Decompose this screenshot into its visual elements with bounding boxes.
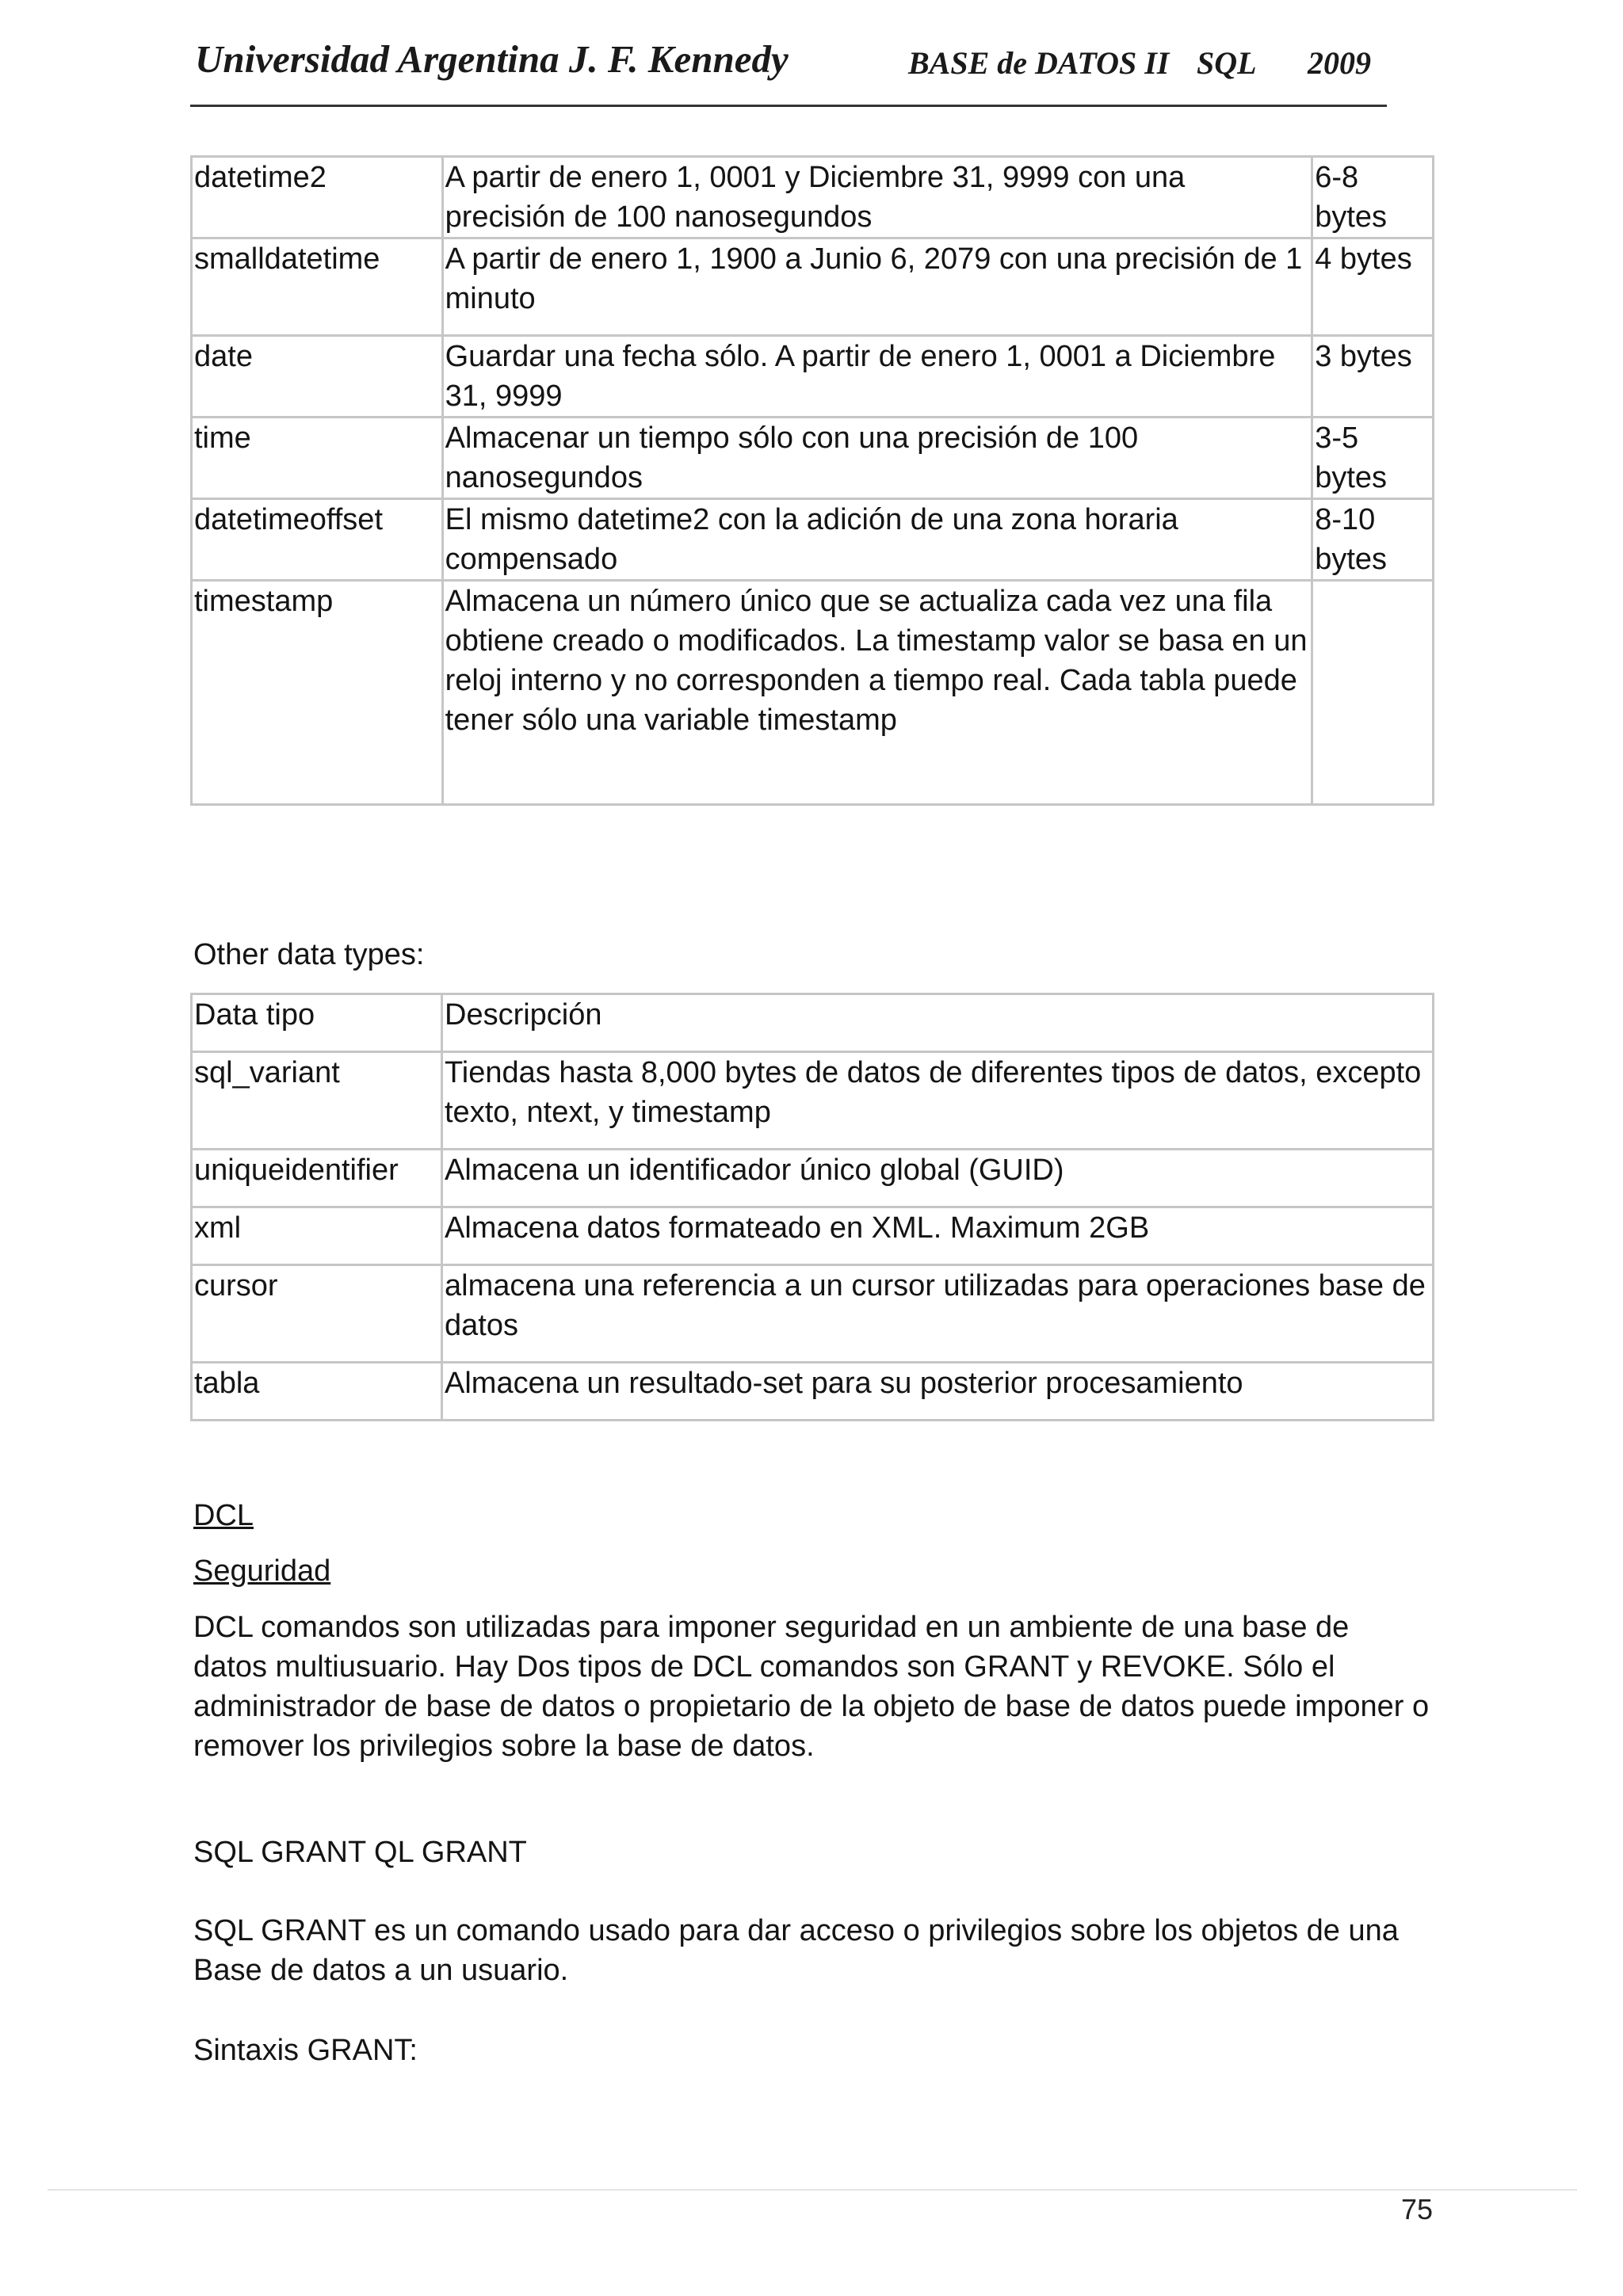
description-cell: A partir de enero 1, 1900 a Junio 6, 2079 con una precisión de 1 minuto — [442, 238, 1312, 336]
type-cell: cursor — [192, 1265, 442, 1363]
other-data-types-label: Other data types: — [193, 938, 425, 971]
type-cell: xml — [192, 1207, 442, 1265]
table-row — [192, 418, 1434, 499]
size-cell: 6-8 bytes — [1312, 157, 1434, 238]
description-cell: Almacena un resultado-set para su posterior procesamiento — [442, 1363, 1434, 1421]
type-cell: datetimeoffset — [192, 499, 443, 581]
size-cell: 4 bytes — [1312, 238, 1434, 336]
footer-divider — [48, 2189, 1577, 2191]
column-header: Descripción — [442, 994, 1434, 1052]
table-row — [192, 581, 1434, 805]
size-cell: 3 bytes — [1312, 336, 1434, 418]
type-cell: smalldatetime — [192, 238, 443, 336]
description-cell: Almacena datos formateado en XML. Maximum 2GB — [442, 1207, 1434, 1265]
table-header-row — [192, 994, 1434, 1052]
table-row — [192, 157, 1434, 238]
grant-paragraph: SQL GRANT es un comando usado para dar acceso o privilegios sobre los objetos de una Base de datos a un usuario. — [193, 1914, 1399, 1987]
datetime-types-table — [190, 155, 1434, 806]
page-header — [190, 33, 1387, 107]
dcl-heading-link[interactable]: DCL — [193, 1499, 254, 1532]
description-cell: Tiendas hasta 8,000 bytes de datos de diferentes tipos de datos, excepto texto, ntext, y timestamp — [442, 1052, 1434, 1150]
grant-title: SQL GRANT QL GRANT — [193, 1836, 527, 1869]
description-cell: Almacena un identificador único global (GUID) — [442, 1150, 1434, 1207]
type-cell: time — [192, 418, 443, 499]
description-cell: almacena una referencia a un cursor utilizadas para operaciones base de datos — [442, 1265, 1434, 1363]
table-row — [192, 1150, 1434, 1207]
type-cell: uniqueidentifier — [192, 1150, 442, 1207]
syntax-label: Sintaxis GRANT: — [193, 2034, 418, 2067]
dcl-paragraph: DCL comandos son utilizadas para imponer seguridad en un ambiente de una base de datos multiusuario. Hay Dos tipos de DCL comandos son GRANT y REVOKE. Sólo el administrador de base de datos o propietario de la objeto de base de datos puede imponer o remover los privilegios sobre la base de datos. — [193, 1611, 1430, 1763]
other-types-table — [190, 993, 1434, 1421]
university-name: Universidad Argentina J. F. Kennedy — [195, 37, 789, 81]
header-year: 2009 — [1308, 45, 1371, 81]
size-cell: 8-10 bytes — [1312, 499, 1434, 581]
table-row — [192, 1052, 1434, 1150]
page-number: 75 — [1401, 2193, 1434, 2225]
table-row — [192, 499, 1434, 581]
size-cell: 3-5 bytes — [1312, 418, 1434, 499]
table-row — [192, 1363, 1434, 1421]
description-cell: Almacena un número único que se actualiza cada vez una fila obtiene creado o modificados. La timestamp valor se basa en un reloj interno y no corresponden a tiempo real. Cada tabla puede tener sólo una variable timestamp — [442, 581, 1312, 805]
type-cell: timestamp — [192, 581, 443, 805]
description-cell: Guardar una fecha sólo. A partir de enero 1, 0001 a Diciembre 31, 9999 — [442, 336, 1312, 418]
table-row — [192, 336, 1434, 418]
column-header: Data tipo — [192, 994, 442, 1052]
security-heading-link[interactable]: Seguridad — [193, 1554, 331, 1588]
course-name: BASE de DATOS II — [908, 45, 1170, 81]
type-cell: sql_variant — [192, 1052, 442, 1150]
type-cell: datetime2 — [192, 157, 443, 238]
description-cell: El mismo datetime2 con la adición de una zona horaria compensado — [442, 499, 1312, 581]
type-cell: date — [192, 336, 443, 418]
description-cell: A partir de enero 1, 0001 y Diciembre 31, 9999 con una precisión de 100 nanosegundos — [442, 157, 1312, 238]
table-row — [192, 1207, 1434, 1265]
table-row — [192, 238, 1434, 336]
description-cell: Almacenar un tiempo sólo con una precisión de 100 nanosegundos — [442, 418, 1312, 499]
type-cell: tabla — [192, 1363, 442, 1421]
table-row — [192, 1265, 1434, 1363]
size-cell — [1312, 581, 1434, 805]
subject-name: SQL — [1197, 45, 1257, 81]
